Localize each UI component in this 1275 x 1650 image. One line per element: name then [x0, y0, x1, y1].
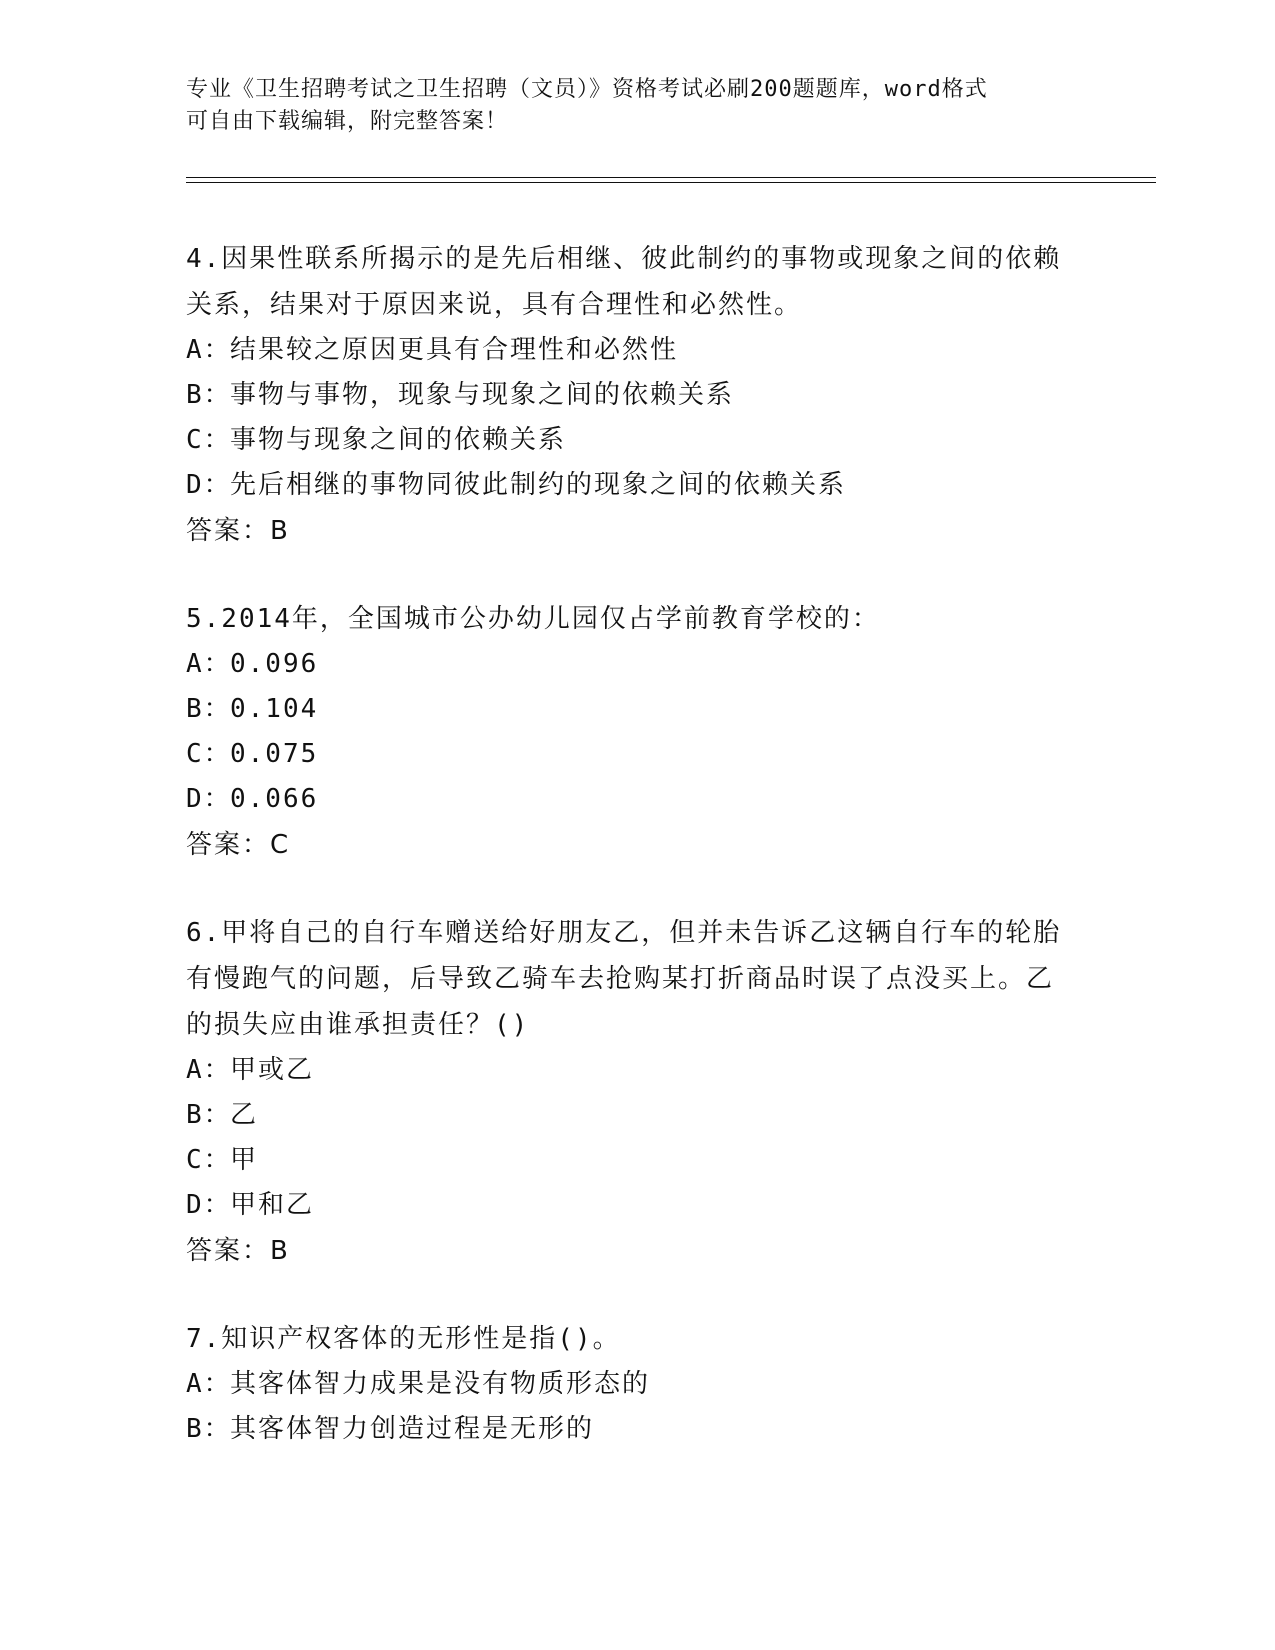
document-header — [186, 74, 1086, 138]
option-d: D：甲和乙 — [186, 1190, 315, 1220]
question-stem: 5.2014年，全国城市公办幼儿园仅占学前教育学校的： — [186, 604, 880, 634]
header-line-1: 专业《卫生招聘考试之卫生招聘（文员）》资格考试必刷200题题库，word格式 — [186, 77, 988, 102]
header-divider-bottom — [186, 182, 1156, 183]
question-7 — [186, 1316, 1066, 1452]
question-5 — [186, 596, 1066, 868]
option-c: C：事物与现象之间的依赖关系 — [186, 425, 567, 455]
option-c: C：甲 — [186, 1145, 259, 1175]
option-a: A：0.096 — [186, 649, 319, 679]
option-d: D：先后相继的事物同彼此制约的现象之间的依赖关系 — [186, 470, 847, 500]
header-line-2: 可自由下载编辑，附完整答案！ — [186, 109, 509, 134]
question-stem: 7.知识产权客体的无形性是指()。 — [186, 1324, 621, 1354]
header-divider-top — [186, 177, 1156, 178]
question-stem: 4.因果性联系所揭示的是先后相继、彼此制约的事物或现象之间的依赖关系，结果对于原因来说，具有合理性和必然性。 — [186, 244, 1062, 320]
option-c: C：0.075 — [186, 739, 319, 769]
option-a: A：其客体智力成果是没有物质形态的 — [186, 1369, 651, 1399]
answer-line: 答案：C — [186, 830, 291, 860]
option-b: B：事物与事物，现象与现象之间的依赖关系 — [186, 380, 735, 410]
option-b: B：0.104 — [186, 694, 319, 724]
question-list — [186, 236, 1066, 1494]
option-b: B：乙 — [186, 1100, 259, 1130]
option-a: A：结果较之原因更具有合理性和必然性 — [186, 335, 679, 365]
option-b: B：其客体智力创造过程是无形的 — [186, 1414, 595, 1444]
option-d: D：0.066 — [186, 784, 319, 814]
question-stem: 6.甲将自己的自行车赠送给好朋友乙，但并未告诉乙这辆自行车的轮胎有慢跑气的问题，后导致乙骑车去抢购某打折商品时误了点没买上。乙的损失应由谁承担责任？() — [186, 918, 1062, 1040]
option-a: A：甲或乙 — [186, 1055, 315, 1085]
answer-line: 答案：B — [186, 516, 290, 546]
answer-line: 答案：B — [186, 1236, 290, 1266]
question-6 — [186, 910, 1066, 1274]
question-4 — [186, 236, 1066, 554]
